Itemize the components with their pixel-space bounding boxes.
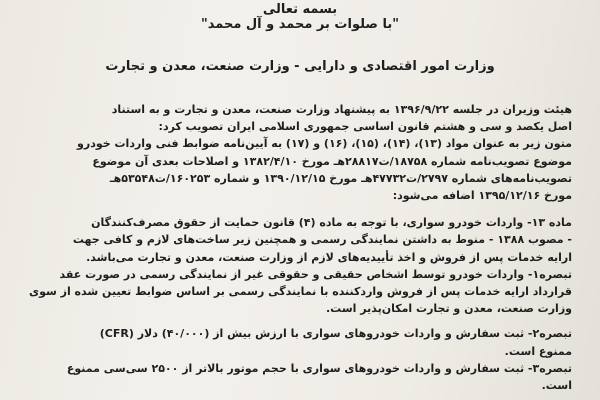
note-2: [28, 325, 572, 359]
text-line: تصویب‌نامه‌های شماره ۲۷۹۷/ت۴۷۷۳۲هـ مورخ ۱۳۹۰/۱۲/۱۵ و شماره ۱۶۰۲۵۳/ت۵۳۵۴۸هـ: [109, 171, 572, 185]
text-line: هیئت وزیران در جلسه ۱۳۹۶/۹/۲۲ به پیشنهاد وزارت صنعت، معدن و تجارت و به استناد: [111, 103, 572, 116]
decree-letter: [28, 0, 572, 400]
text-line: وزارت صنعت، معدن و تجارت امکان‌پذیر است.: [326, 302, 572, 316]
text-line: تبصره۱- واردات خودرو توسط اشخاص حقیقی و حقوقی غیر از نمایندگی رسمی در صورت عقد: [59, 267, 572, 281]
spacer: [28, 317, 572, 325]
salawat-heading: "با صلوات بر محمد و آل محمد": [200, 17, 400, 32]
text-line: - مصوب ۱۳۸۸ - منوط به داشتن نمایندگی رسمی و همچنین زیر ساخت‌های لازم و کافی جهت: [72, 233, 572, 247]
paragraph-amendment: [28, 135, 572, 204]
text-line: اصل یکصد و سی و هشتم قانون اساسی جمهوری اسلامی ایران تصویب کرد:: [158, 120, 572, 134]
basmala-heading: بسمه تعالی: [262, 2, 338, 17]
paragraph-intro: [28, 101, 572, 135]
article-13: [28, 214, 572, 266]
text-line: تبصره۳- ثبت سفارش و واردات خودروهای سواری با حجم موتور بالاتر از ۲۵۰۰ سی‌سی ممنوع: [66, 361, 572, 375]
text-line: است.: [541, 379, 572, 393]
text-line: ارایه خدمات پس از فروش و اخذ تأییدیه‌های لازم از وزارت صنعت، معدن و تجارت می‌باشد.: [86, 250, 572, 264]
note-1: [28, 266, 572, 318]
text-line: متون زیر به عنوان مواد (۱۳)، (۱۴)، (۱۵)، (۱۶) و (۱۷) به آیین‌نامه ضوابط فنی واردات خودرو: [77, 137, 572, 151]
text-line: موضوع تصویب‌نامه شماره ۱۸۷۵۸/ت۲۸۸۱۷هـ مورخ ۱۳۸۲/۴/۱۰ و اصلاحات بعدی آن موضوع: [92, 154, 572, 168]
decree-body: [28, 101, 572, 394]
text-line: قرارداد ارایه خدمات پس از فروش واردکننده با نمایندگی رسمی بر اساس ضوابط تعیین شده از سوی: [29, 285, 572, 299]
text-line: ماده ۱۳- واردات خودرو سواری، با توجه به ماده (۴) قانون حمایت از حقوق مصرف‌کنندگان: [91, 216, 572, 230]
text-line: مورخ ۱۳۹۵/۱۲/۱۶ اضافه می‌شود:: [392, 189, 572, 203]
recipients-title: وزارت امور اقتصادی و دارایی - وزارت صنعت، معدن و تجارت: [105, 59, 495, 74]
note-3: [28, 360, 572, 394]
text-line: ممنوع است.: [504, 344, 572, 358]
spacer: [28, 204, 572, 214]
text-line: تبصره۲- ثبت سفارش و واردات خودروهای سواری با ارزش بیش از (۴۰/۰۰۰) دلار (CFR): [99, 327, 572, 341]
